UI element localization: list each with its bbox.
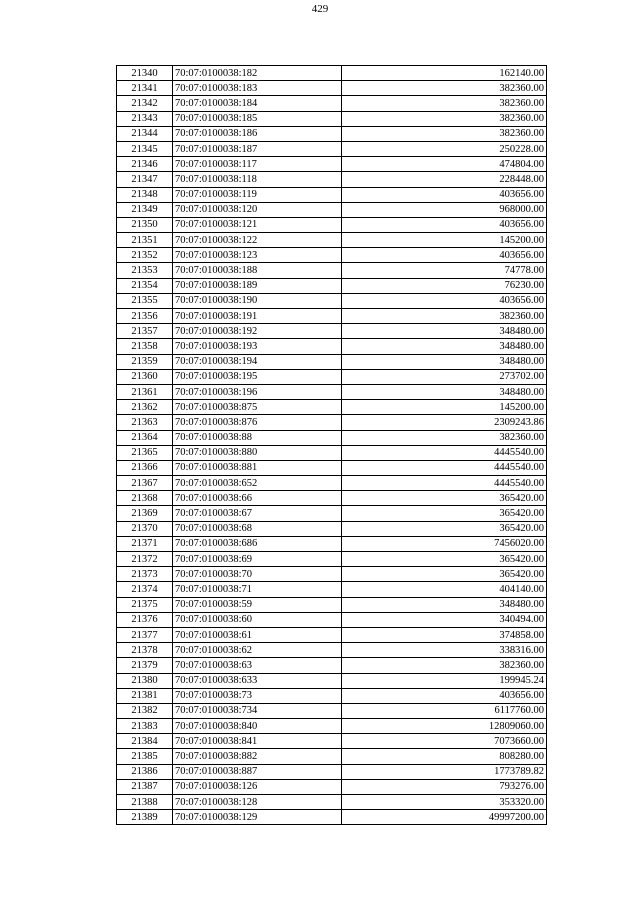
row-number-cell: 21386 xyxy=(117,764,173,779)
row-number-cell: 21387 xyxy=(117,779,173,794)
table-row xyxy=(117,233,547,248)
value-cell: 162140.00 xyxy=(342,66,547,81)
row-number-cell: 21347 xyxy=(117,172,173,187)
table-row xyxy=(117,141,547,156)
row-number-cell: 21351 xyxy=(117,233,173,248)
row-number-cell: 21364 xyxy=(117,430,173,445)
table-row xyxy=(117,309,547,324)
value-cell: 7073660.00 xyxy=(342,734,547,749)
table-row xyxy=(117,187,547,202)
row-number-cell: 21355 xyxy=(117,293,173,308)
value-cell: 403656.00 xyxy=(342,688,547,703)
table-row xyxy=(117,688,547,703)
cadastral-number-cell: 70:07:0100038:123 xyxy=(173,248,342,263)
value-cell: 2309243.86 xyxy=(342,415,547,430)
table-row xyxy=(117,795,547,810)
table-row xyxy=(117,703,547,718)
registry-table-body xyxy=(117,66,547,825)
row-number-cell: 21349 xyxy=(117,202,173,217)
value-cell: 348480.00 xyxy=(342,339,547,354)
cadastral-number-cell: 70:07:0100038:61 xyxy=(173,627,342,642)
value-cell: 4445540.00 xyxy=(342,476,547,491)
table-row xyxy=(117,779,547,794)
value-cell: 7456020.00 xyxy=(342,536,547,551)
cadastral-number-cell: 70:07:0100038:182 xyxy=(173,66,342,81)
value-cell: 365420.00 xyxy=(342,567,547,582)
row-number-cell: 21375 xyxy=(117,597,173,612)
table-row xyxy=(117,157,547,172)
table-row xyxy=(117,612,547,627)
cadastral-number-cell: 70:07:0100038:189 xyxy=(173,278,342,293)
table-row xyxy=(117,172,547,187)
cadastral-number-cell: 70:07:0100038:186 xyxy=(173,126,342,141)
value-cell: 382360.00 xyxy=(342,111,547,126)
table-row xyxy=(117,369,547,384)
row-number-cell: 21372 xyxy=(117,552,173,567)
value-cell: 4445540.00 xyxy=(342,460,547,475)
table-row xyxy=(117,96,547,111)
cadastral-number-cell: 70:07:0100038:876 xyxy=(173,415,342,430)
cadastral-number-cell: 70:07:0100038:119 xyxy=(173,187,342,202)
value-cell: 76230.00 xyxy=(342,278,547,293)
table-row xyxy=(117,400,547,415)
row-number-cell: 21360 xyxy=(117,369,173,384)
value-cell: 340494.00 xyxy=(342,612,547,627)
row-number-cell: 21357 xyxy=(117,324,173,339)
cadastral-number-cell: 70:07:0100038:192 xyxy=(173,324,342,339)
row-number-cell: 21367 xyxy=(117,476,173,491)
table-row xyxy=(117,66,547,81)
row-number-cell: 21341 xyxy=(117,81,173,96)
value-cell: 199945.24 xyxy=(342,673,547,688)
cadastral-number-cell: 70:07:0100038:60 xyxy=(173,612,342,627)
row-number-cell: 21361 xyxy=(117,384,173,399)
row-number-cell: 21383 xyxy=(117,719,173,734)
cadastral-number-cell: 70:07:0100038:128 xyxy=(173,795,342,810)
row-number-cell: 21382 xyxy=(117,703,173,718)
cadastral-number-cell: 70:07:0100038:88 xyxy=(173,430,342,445)
value-cell: 228448.00 xyxy=(342,172,547,187)
row-number-cell: 21368 xyxy=(117,491,173,506)
table-row xyxy=(117,263,547,278)
cadastral-number-cell: 70:07:0100038:194 xyxy=(173,354,342,369)
row-number-cell: 21376 xyxy=(117,612,173,627)
table-row xyxy=(117,217,547,232)
table-row xyxy=(117,749,547,764)
table-row xyxy=(117,719,547,734)
row-number-cell: 21373 xyxy=(117,567,173,582)
value-cell: 348480.00 xyxy=(342,354,547,369)
table-row xyxy=(117,476,547,491)
row-number-cell: 21371 xyxy=(117,536,173,551)
value-cell: 348480.00 xyxy=(342,384,547,399)
cadastral-number-cell: 70:07:0100038:184 xyxy=(173,96,342,111)
value-cell: 382360.00 xyxy=(342,96,547,111)
row-number-cell: 21365 xyxy=(117,445,173,460)
row-number-cell: 21358 xyxy=(117,339,173,354)
table-row xyxy=(117,597,547,612)
cadastral-number-cell: 70:07:0100038:117 xyxy=(173,157,342,172)
row-number-cell: 21359 xyxy=(117,354,173,369)
value-cell: 403656.00 xyxy=(342,187,547,202)
row-number-cell: 21343 xyxy=(117,111,173,126)
row-number-cell: 21342 xyxy=(117,96,173,111)
value-cell: 348480.00 xyxy=(342,324,547,339)
cadastral-number-cell: 70:07:0100038:69 xyxy=(173,552,342,567)
table-row xyxy=(117,764,547,779)
value-cell: 403656.00 xyxy=(342,217,547,232)
value-cell: 145200.00 xyxy=(342,233,547,248)
table-row xyxy=(117,248,547,263)
cadastral-number-cell: 70:07:0100038:62 xyxy=(173,643,342,658)
cadastral-number-cell: 70:07:0100038:686 xyxy=(173,536,342,551)
cadastral-number-cell: 70:07:0100038:191 xyxy=(173,309,342,324)
value-cell: 382360.00 xyxy=(342,658,547,673)
cadastral-number-cell: 70:07:0100038:875 xyxy=(173,400,342,415)
value-cell: 4445540.00 xyxy=(342,445,547,460)
value-cell: 474804.00 xyxy=(342,157,547,172)
table-row xyxy=(117,552,547,567)
row-number-cell: 21345 xyxy=(117,141,173,156)
table-row xyxy=(117,521,547,536)
table-row xyxy=(117,384,547,399)
row-number-cell: 21389 xyxy=(117,810,173,825)
cadastral-number-cell: 70:07:0100038:66 xyxy=(173,491,342,506)
registry-table xyxy=(116,65,547,825)
cadastral-number-cell: 70:07:0100038:67 xyxy=(173,506,342,521)
table-row xyxy=(117,567,547,582)
value-cell: 6117760.00 xyxy=(342,703,547,718)
value-cell: 365420.00 xyxy=(342,552,547,567)
value-cell: 74778.00 xyxy=(342,263,547,278)
value-cell: 348480.00 xyxy=(342,597,547,612)
row-number-cell: 21344 xyxy=(117,126,173,141)
value-cell: 250228.00 xyxy=(342,141,547,156)
table-row xyxy=(117,673,547,688)
table-row xyxy=(117,658,547,673)
cadastral-number-cell: 70:07:0100038:121 xyxy=(173,217,342,232)
row-number-cell: 21353 xyxy=(117,263,173,278)
table-row xyxy=(117,506,547,521)
table-row xyxy=(117,202,547,217)
table-row xyxy=(117,111,547,126)
row-number-cell: 21362 xyxy=(117,400,173,415)
cadastral-number-cell: 70:07:0100038:652 xyxy=(173,476,342,491)
cadastral-number-cell: 70:07:0100038:185 xyxy=(173,111,342,126)
row-number-cell: 21352 xyxy=(117,248,173,263)
table-row xyxy=(117,339,547,354)
value-cell: 403656.00 xyxy=(342,293,547,308)
row-number-cell: 21381 xyxy=(117,688,173,703)
table-row xyxy=(117,536,547,551)
value-cell: 145200.00 xyxy=(342,400,547,415)
row-number-cell: 21379 xyxy=(117,658,173,673)
value-cell: 365420.00 xyxy=(342,521,547,536)
value-cell: 338316.00 xyxy=(342,643,547,658)
value-cell: 273702.00 xyxy=(342,369,547,384)
value-cell: 49997200.00 xyxy=(342,810,547,825)
row-number-cell: 21369 xyxy=(117,506,173,521)
row-number-cell: 21380 xyxy=(117,673,173,688)
value-cell: 808280.00 xyxy=(342,749,547,764)
table-row xyxy=(117,734,547,749)
cadastral-number-cell: 70:07:0100038:196 xyxy=(173,384,342,399)
row-number-cell: 21366 xyxy=(117,460,173,475)
row-number-cell: 21385 xyxy=(117,749,173,764)
table-row xyxy=(117,324,547,339)
row-number-cell: 21354 xyxy=(117,278,173,293)
row-number-cell: 21340 xyxy=(117,66,173,81)
row-number-cell: 21348 xyxy=(117,187,173,202)
row-number-cell: 21374 xyxy=(117,582,173,597)
cadastral-number-cell: 70:07:0100038:126 xyxy=(173,779,342,794)
row-number-cell: 21388 xyxy=(117,795,173,810)
cadastral-number-cell: 70:07:0100038:633 xyxy=(173,673,342,688)
value-cell: 12809060.00 xyxy=(342,719,547,734)
value-cell: 382360.00 xyxy=(342,309,547,324)
table-row xyxy=(117,445,547,460)
row-number-cell: 21377 xyxy=(117,627,173,642)
table-row xyxy=(117,460,547,475)
value-cell: 353320.00 xyxy=(342,795,547,810)
value-cell: 403656.00 xyxy=(342,248,547,263)
table-row xyxy=(117,627,547,642)
row-number-cell: 21370 xyxy=(117,521,173,536)
table-row xyxy=(117,278,547,293)
cadastral-number-cell: 70:07:0100038:129 xyxy=(173,810,342,825)
cadastral-number-cell: 70:07:0100038:882 xyxy=(173,749,342,764)
cadastral-number-cell: 70:07:0100038:881 xyxy=(173,460,342,475)
value-cell: 382360.00 xyxy=(342,81,547,96)
row-number-cell: 21346 xyxy=(117,157,173,172)
table-row xyxy=(117,491,547,506)
cadastral-number-cell: 70:07:0100038:59 xyxy=(173,597,342,612)
value-cell: 365420.00 xyxy=(342,506,547,521)
value-cell: 404140.00 xyxy=(342,582,547,597)
value-cell: 793276.00 xyxy=(342,779,547,794)
cadastral-number-cell: 70:07:0100038:70 xyxy=(173,567,342,582)
table-row xyxy=(117,126,547,141)
value-cell: 382360.00 xyxy=(342,126,547,141)
cadastral-number-cell: 70:07:0100038:734 xyxy=(173,703,342,718)
row-number-cell: 21378 xyxy=(117,643,173,658)
cadastral-number-cell: 70:07:0100038:193 xyxy=(173,339,342,354)
table-row xyxy=(117,810,547,825)
cadastral-number-cell: 70:07:0100038:195 xyxy=(173,369,342,384)
cadastral-number-cell: 70:07:0100038:71 xyxy=(173,582,342,597)
cadastral-number-cell: 70:07:0100038:840 xyxy=(173,719,342,734)
cadastral-number-cell: 70:07:0100038:63 xyxy=(173,658,342,673)
cadastral-number-cell: 70:07:0100038:183 xyxy=(173,81,342,96)
table-row xyxy=(117,430,547,445)
table-row xyxy=(117,81,547,96)
cadastral-number-cell: 70:07:0100038:880 xyxy=(173,445,342,460)
cadastral-number-cell: 70:07:0100038:68 xyxy=(173,521,342,536)
value-cell: 1773789.82 xyxy=(342,764,547,779)
cadastral-number-cell: 70:07:0100038:73 xyxy=(173,688,342,703)
table-row xyxy=(117,415,547,430)
cadastral-number-cell: 70:07:0100038:887 xyxy=(173,764,342,779)
table-row xyxy=(117,354,547,369)
table-row xyxy=(117,582,547,597)
row-number-cell: 21384 xyxy=(117,734,173,749)
row-number-cell: 21363 xyxy=(117,415,173,430)
cadastral-number-cell: 70:07:0100038:187 xyxy=(173,141,342,156)
table-row xyxy=(117,293,547,308)
row-number-cell: 21356 xyxy=(117,309,173,324)
page-number: 429 xyxy=(311,3,329,15)
table-row xyxy=(117,643,547,658)
cadastral-number-cell: 70:07:0100038:188 xyxy=(173,263,342,278)
value-cell: 365420.00 xyxy=(342,491,547,506)
cadastral-number-cell: 70:07:0100038:120 xyxy=(173,202,342,217)
cadastral-number-cell: 70:07:0100038:190 xyxy=(173,293,342,308)
row-number-cell: 21350 xyxy=(117,217,173,232)
value-cell: 968000.00 xyxy=(342,202,547,217)
cadastral-number-cell: 70:07:0100038:841 xyxy=(173,734,342,749)
cadastral-number-cell: 70:07:0100038:118 xyxy=(173,172,342,187)
value-cell: 382360.00 xyxy=(342,430,547,445)
cadastral-number-cell: 70:07:0100038:122 xyxy=(173,233,342,248)
value-cell: 374858.00 xyxy=(342,627,547,642)
